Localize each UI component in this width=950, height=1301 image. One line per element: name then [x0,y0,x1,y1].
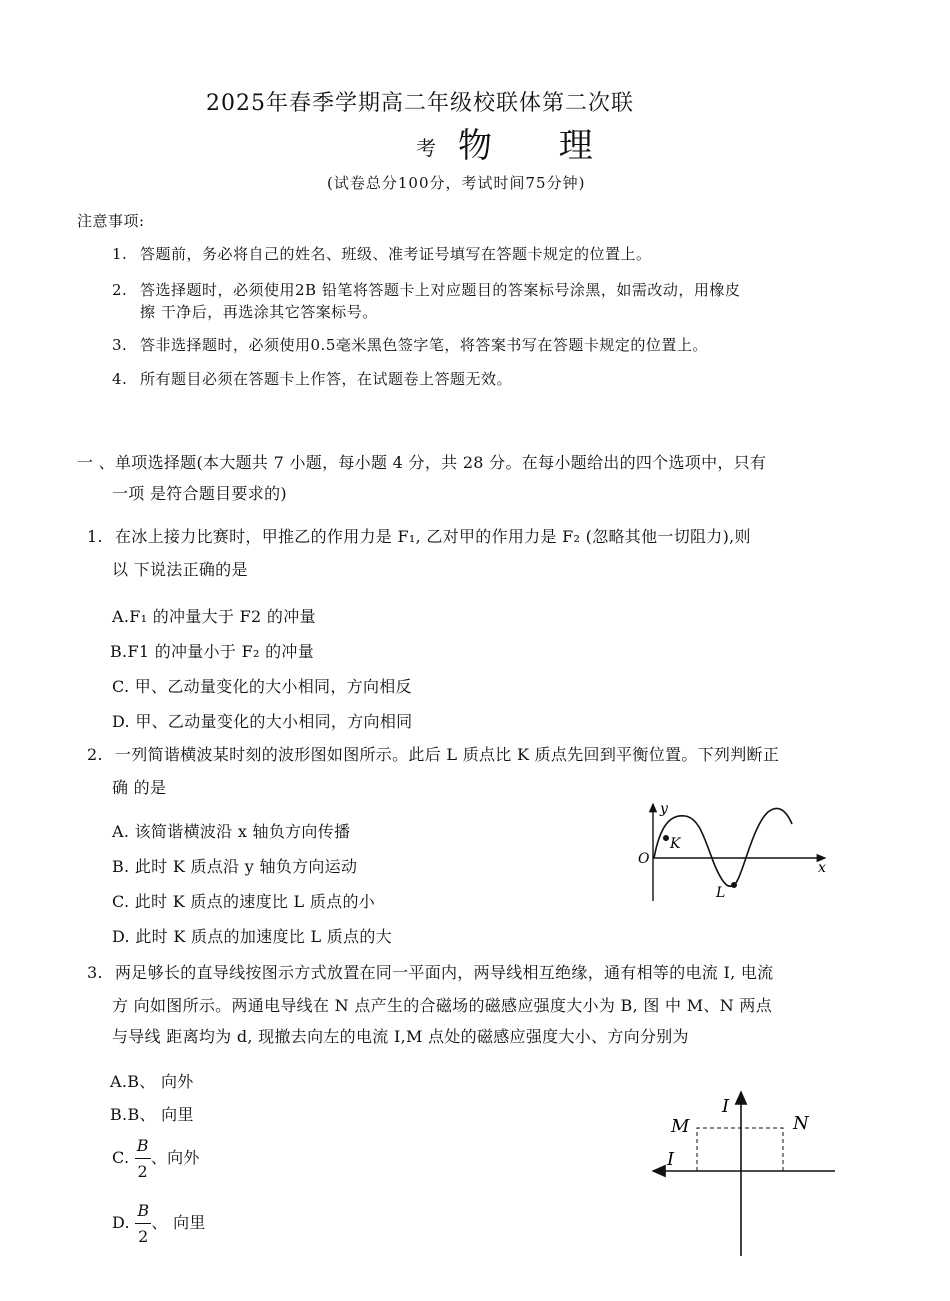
notice-item [112,368,512,390]
option-b: B. 此时 K 质点沿 y 轴负方向运动 [112,857,358,876]
exam-subtitle: (试卷总分100分，考试时间75分钟) [327,174,586,192]
option-c: C. 此时 K 质点的速度比 L 质点的小 [112,892,376,911]
question-2 [87,742,779,768]
option-d: D. 甲、乙动量变化的大小相同，方向相同 [112,712,413,731]
fraction-numerator: B [135,1136,151,1159]
option-a: A. 该简谐横波沿 x 轴负方向传播 [112,822,351,841]
fraction [135,1136,151,1181]
point-m-label: M [671,1116,690,1137]
notice-item [112,279,740,301]
exam-title: 2025年春季学期高二年级校联体第二次联 [206,91,634,116]
question-stem: 两足够长的直导线按图示方式放置在同一平面内，两导线相互绝缘，通有相等的电流 I, 电流 [115,963,774,982]
option-d: D. 此时 K 质点的加速度比 L 质点的大 [112,927,392,946]
wave-figure [630,796,835,906]
notice-item [112,334,708,356]
notice-item-number: 4. [112,370,128,388]
distance-guide [697,1128,783,1171]
notice-item-text: 所有题目必须在答题卡上作答，在试题卷上答题无效。 [140,370,513,388]
point-n-label: N [793,1113,809,1134]
question-1 [87,524,751,550]
question-stem-continuation: 与导线 距离均为 d, 现撤去向左的电流 I,M 点处的磁感应强度大小、方向分别为 [112,1027,689,1046]
question-stem: 一列简谐横波某时刻的波形图如图所示。此后 L 质点比 K 质点先回到平衡位置。下列判断正 [115,745,780,764]
wires-figure [645,1086,845,1261]
option-a: A.B、 向外 [110,1072,194,1091]
fraction [135,1201,151,1246]
fraction-numerator: B [135,1201,151,1224]
option-b: B.F1 的冲量小于 F₂ 的冲量 [110,642,314,661]
question-number: 1. [87,527,103,546]
option-suffix: 、向外 [150,1148,200,1167]
section-heading-continuation: 一项 是符合题目要求的) [112,484,287,503]
notice-item-number: 3. [112,336,128,354]
option-d [112,1201,206,1246]
x-axis-label: x [818,860,826,876]
k-label: K [670,836,681,852]
l-label: L [716,885,726,901]
notice-item-text: 答选择题时，必须使用2B 铅笔将答题卡上对应题目的答案标号涂黑，如需改动，用橡皮 [140,281,741,299]
current-label-vertical: I [722,1096,730,1117]
notice-item [112,243,652,265]
notice-item-number: 1. [112,245,128,263]
fraction-denominator: 2 [138,1227,149,1246]
fraction-denominator: 2 [137,1162,149,1181]
question-number: 3. [87,963,103,982]
question-stem: 在冰上接力比赛时，甲推乙的作用力是 F₁, 乙对甲的作用力是 F₂ (忽略其他一切阻力),则 [115,527,751,546]
option-a: A.F₁ 的冲量大于 F2 的冲量 [112,607,316,626]
question-number: 2. [87,745,103,764]
option-suffix: 、 向里 [151,1213,206,1232]
option-c: C. 甲、乙动量变化的大小相同，方向相反 [112,677,412,696]
notice-heading: 注意事项: [77,212,145,230]
point-k [663,835,669,841]
option-prefix: D. [112,1213,130,1232]
notice-item-text: 答非选择题时，必须使用0.5毫米黑色签字笔，将答案书写在答题卡规定的位置上。 [140,336,708,354]
subject-title: 物 理 [458,126,621,166]
question-3 [87,960,773,986]
current-label-horizontal: I [667,1149,675,1170]
option-b: B.B、 向里 [110,1105,194,1124]
question-stem-continuation: 方 向如图所示。两通电导线在 N 点产生的合磁场的磁感应强度大小为 B, 图 中 M、N 两点 [112,996,773,1015]
notice-item-number: 2. [112,281,128,299]
notice-item-continuation: 擦 干净后，再选涂其它答案标号。 [140,303,378,321]
y-axis-label: y [660,801,668,817]
option-prefix: C. [112,1148,130,1167]
section-heading: 一 、单项选择题(本大题共 7 小题，每小题 4 分，共 28 分。在每小题给出的四个选项中，只有 [77,453,767,472]
question-stem-continuation: 以 下说法正确的是 [112,560,248,579]
origin-label: O [638,851,650,867]
option-c [112,1136,200,1181]
question-stem-continuation: 确 的是 [112,778,167,797]
notice-item-text: 答题前，务必将自己的姓名、班级、准考证号填写在答题卡规定的位置上。 [140,245,652,263]
exam-title-kao: 考 [416,136,436,160]
point-l [731,882,737,888]
